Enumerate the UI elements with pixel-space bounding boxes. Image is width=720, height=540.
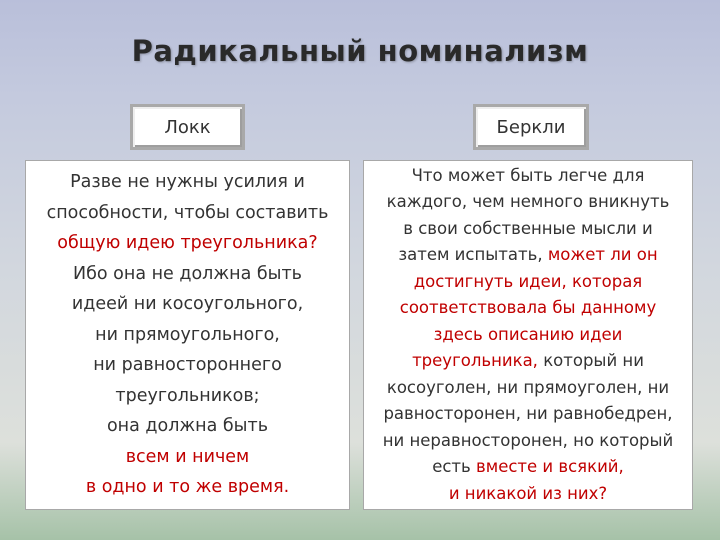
quote-text: Разве не нужны усилия и bbox=[70, 172, 305, 193]
quote-text: который ни bbox=[543, 351, 644, 371]
locke-quote-line bbox=[70, 167, 305, 198]
berkeley-quote-line bbox=[383, 401, 672, 428]
berkeley-name: Беркли bbox=[496, 116, 566, 138]
quote-text: Что может быть легче для bbox=[411, 165, 645, 185]
locke-name: Локк bbox=[164, 116, 211, 138]
locke-quote-line bbox=[47, 198, 329, 229]
berkeley-quote-line bbox=[403, 216, 653, 243]
locke-quote-line bbox=[73, 259, 302, 290]
quote-text: треугольников; bbox=[115, 385, 260, 406]
berkeley-quote-line bbox=[398, 242, 657, 269]
quote-text: есть bbox=[432, 457, 477, 477]
locke-quote-line bbox=[95, 320, 280, 351]
highlighted-text: может ли он bbox=[547, 245, 658, 265]
berkeley-quote-line bbox=[432, 454, 624, 481]
quote-text: идеей ни косоугольного, bbox=[71, 294, 304, 315]
quote-text: каждого, чем немного вникнуть bbox=[386, 192, 670, 212]
highlighted-text: соответствовала бы данному bbox=[399, 298, 657, 318]
quote-text: ни равностороннего bbox=[93, 355, 282, 376]
locke-quote-line bbox=[107, 411, 268, 442]
berkeley-quote-line bbox=[387, 189, 670, 216]
berkeley-quote-line bbox=[412, 163, 645, 190]
berkeley-quote-line bbox=[434, 322, 623, 349]
highlighted-text: в одно и то же время. bbox=[85, 477, 290, 498]
locke-quote-line bbox=[72, 289, 303, 320]
berkeley-label-box bbox=[473, 104, 589, 150]
highlighted-text: и никакой из них? bbox=[448, 483, 608, 503]
highlighted-text: общую идею треугольника? bbox=[57, 233, 318, 254]
highlighted-text: треугольника, bbox=[412, 351, 544, 371]
quote-text: Ибо она не должна быть bbox=[73, 263, 302, 284]
quote-text: косоуголен, ни прямоуголен, ни bbox=[386, 377, 670, 397]
locke-quote-line bbox=[86, 472, 289, 503]
berkeley-quote-line bbox=[449, 481, 607, 508]
quote-text: способности, чтобы составить bbox=[46, 202, 329, 223]
highlighted-text: всем и ничем bbox=[125, 446, 250, 467]
berkeley-quote-line bbox=[387, 375, 669, 402]
highlighted-text: вместе и всякий, bbox=[476, 457, 624, 477]
locke-quote-line bbox=[115, 381, 259, 412]
quote-text: в свои собственные мысли и bbox=[403, 218, 653, 238]
locke-quote-line bbox=[93, 350, 282, 381]
berkeley-quote-line bbox=[383, 428, 674, 455]
quote-text: она должна быть bbox=[106, 416, 269, 437]
quote-text: ни прямоугольного, bbox=[95, 324, 280, 345]
slide-title: Радикальный номинализм bbox=[131, 34, 589, 68]
locke-quote-line bbox=[57, 228, 317, 259]
highlighted-text: достигнуть идеи, которая bbox=[413, 271, 643, 291]
berkeley-quote-line bbox=[414, 269, 643, 296]
berkeley-quote-line bbox=[400, 295, 656, 322]
berkeley-quote-panel bbox=[363, 160, 693, 510]
quote-text: равносторонен, ни равнобедрен, bbox=[383, 404, 673, 424]
locke-quote-line bbox=[126, 442, 250, 473]
quote-text: ни неравносторонен, но который bbox=[382, 430, 674, 450]
quote-text: затем испытать, bbox=[398, 245, 548, 265]
highlighted-text: здесь описанию идеи bbox=[433, 324, 623, 344]
berkeley-quote-line bbox=[412, 348, 644, 375]
locke-quote-panel bbox=[25, 160, 350, 510]
locke-label-box bbox=[130, 104, 245, 150]
